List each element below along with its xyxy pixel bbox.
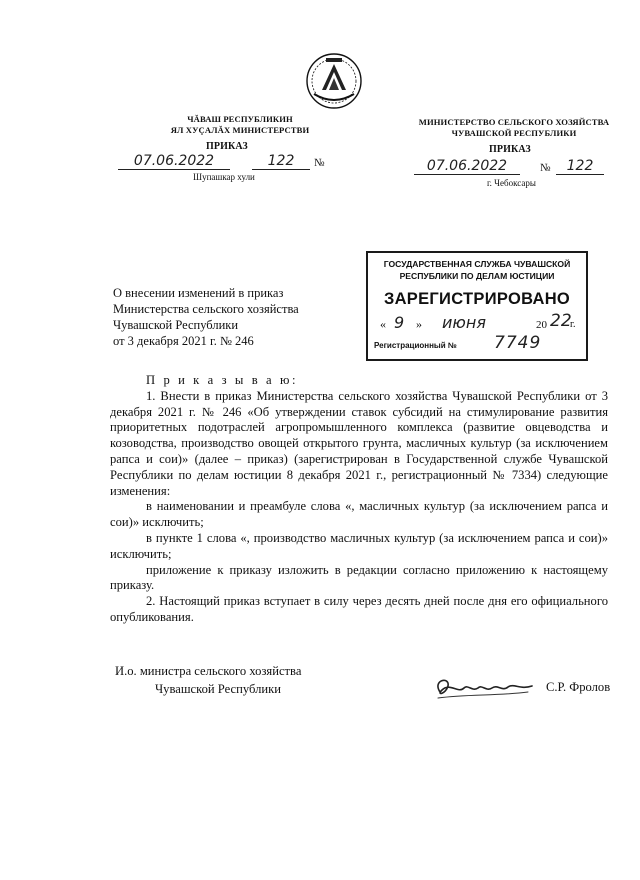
header-right-number-sign: №: [540, 162, 551, 174]
header-left-date: 07.06.2022: [118, 153, 230, 170]
registration-stamp: [366, 251, 588, 361]
signature-name: С.Р. Фролов: [546, 680, 611, 694]
stamp-reg-label: Регистрационный №: [374, 341, 457, 350]
stamp-date-row: [378, 311, 578, 335]
subject-line2: Министерства сельского хозяйства: [113, 302, 299, 316]
order-item-1-change-b: в пункте 1 слова «, производство масличных культур (за исключением рапса и сои)» исключить;: [110, 530, 608, 561]
header-left-line1: ЧĂВАШ РЕСПУБЛИКИН: [187, 114, 293, 124]
header-right-order-label: ПРИКАЗ: [489, 144, 531, 155]
header-left-order-label: ПРИКАЗ: [206, 141, 248, 152]
signature-position-line1: И.о. министра сельского хозяйства: [115, 664, 302, 678]
header-right-line1: МИНИСТЕРСТВО СЕЛЬСКОГО ХОЗЯЙСТВА: [418, 117, 610, 127]
document-subject: [113, 285, 299, 349]
header-left: [150, 114, 330, 136]
stamp-close-quote: »: [416, 317, 422, 331]
stamp-year-prefix: 20: [536, 319, 547, 331]
handwritten-signature: [428, 670, 538, 706]
stamp-year: 22: [550, 311, 572, 331]
header-right-date: 07.06.2022: [414, 158, 520, 175]
stamp-reg-number: 7749: [494, 333, 542, 353]
header-left-line2: ЯЛ ХУÇАЛĂХ МИНИСТЕРСТВИ: [170, 125, 310, 135]
subject-line3: Чувашской Республики: [113, 318, 239, 332]
order-item-1: 1. Внести в приказ Министерства сельского хозяйства Чувашской Республики от 3 декабря 2021 г. № 246 «Об утверждении ставок субсидий на стимулирование развития приоритетных подотраслей агропромышленного комплекса (развитие овцеводства и козоводства, производство овощей открытого грунта, масличных культур (за исключением рапса и сои)» (далее – приказ) (зарегистрирован в Государственной службе Чувашской Республики по делам юстиции 8 декабря 2021 г., регистрационный № 7334) следующие изменения:: [110, 388, 608, 498]
stamp-year-suffix: г.: [570, 319, 576, 330]
order-item-1-change-a: в наименовании и преамбуле слова «, масличных культур (за исключением рапса и сои)» исключить;: [110, 499, 608, 530]
order-item-1-change-c: приложение к приказу изложить в редакции согласно приложению к настоящему приказу.: [110, 562, 608, 593]
order-item-2: 2. Настоящий приказ вступает в силу через десять дней после дня его официального опубликования.: [110, 594, 608, 624]
subject-line1: О внесении изменений в приказ: [113, 286, 284, 300]
coat-of-arms-emblem: [296, 50, 372, 112]
header-right-date-number: [414, 158, 614, 180]
stamp-registered: ЗАРЕГИСТРИРОВАНО: [383, 290, 571, 308]
stamp-reg-row: [372, 335, 580, 355]
stamp-open-quote: «: [380, 317, 386, 331]
order-intro: П р и к а з ы в а ю:: [146, 373, 299, 387]
header-left-number: 122: [252, 153, 310, 170]
signature-position: [115, 662, 301, 698]
stamp-line2: РЕСПУБЛИКИ ПО ДЕЛАМ ЮСТИЦИИ: [399, 271, 555, 281]
header-left-city: Шупашкар хули: [193, 172, 255, 182]
order-body: [110, 373, 608, 626]
stamp-line1: ГОСУДАРСТВЕННАЯ СЛУЖБА ЧУВАШСКОЙ: [383, 259, 571, 269]
header-right: [414, 117, 614, 139]
stamp-day: 9: [394, 313, 405, 332]
signature-position-line2: Чувашской Республики: [155, 682, 281, 696]
subject-line4: от 3 декабря 2021 г. № 246: [113, 334, 254, 348]
header-right-city: г. Чебоксары: [487, 178, 536, 188]
header-right-line2: ЧУВАШСКОЙ РЕСПУБЛИКИ: [451, 128, 577, 138]
header-left-number-sign: №: [314, 157, 325, 169]
stamp-month: июня: [442, 313, 486, 332]
header-right-number: 122: [556, 158, 604, 175]
